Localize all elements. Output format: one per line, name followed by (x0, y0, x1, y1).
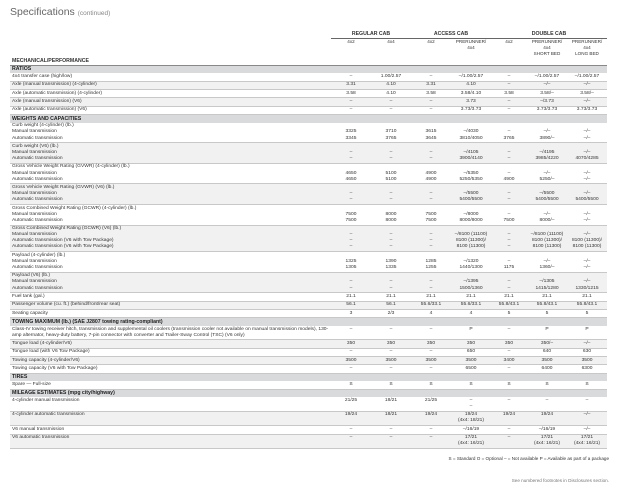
spec-value: –/– 8100 (11300)/ 8100 (11300) (567, 225, 607, 252)
mech-header-row (10, 57, 607, 65)
spec-row (10, 90, 607, 98)
spec-value: S (527, 381, 567, 389)
spec-value: S (491, 381, 527, 389)
spec-value: – (371, 326, 411, 340)
spec-value: – (491, 106, 527, 114)
spec-value: –/1305 1415/1280 (527, 272, 567, 293)
spec-value: – (371, 434, 411, 448)
spec-label: Passenger volume (cu. ft.) (behind/front/rear seat) (10, 301, 331, 309)
spec-value: –/5500 5400/5500 (451, 184, 491, 205)
spec-row (10, 184, 607, 205)
spec-label: 4-cylinder manual transmission (10, 397, 331, 411)
section-title: TIRES (10, 373, 607, 381)
spec-label: Axle (automatic transmission) (V6) (10, 106, 331, 114)
spec-value: 350 (371, 340, 411, 348)
spec-value: 55.8/43.1 (567, 301, 607, 309)
spec-value: – – (411, 272, 451, 293)
section-header (10, 65, 607, 73)
spec-value: 5 (491, 309, 527, 317)
spec-value: – (411, 434, 451, 448)
spec-row (10, 397, 607, 411)
spec-label: Towing capacity (V6 with Tow Package) (10, 365, 331, 373)
section-header (10, 373, 607, 381)
spec-value: 17/21 (4x4: 16/21) (527, 434, 567, 448)
spec-value: 3500 (567, 357, 607, 365)
spec-value: 1.00/2.57 (371, 73, 411, 81)
spec-value: – (491, 326, 527, 340)
spec-value: –/1320 1440/1300 (451, 252, 491, 273)
spec-value: – (371, 365, 411, 373)
spec-value: – 4900 (491, 163, 527, 184)
spec-value: – (331, 73, 371, 81)
spec-value: – (411, 365, 451, 373)
spec-label: Axle (manual transmission) (4-cylinder) (10, 81, 331, 89)
spec-value: 4.10 (371, 81, 411, 89)
spec-row (10, 326, 607, 340)
spec-value: 4.10 (451, 81, 491, 89)
col-header: 4x2 (347, 39, 355, 45)
spec-row (10, 434, 607, 448)
spec-value: 3.31 (331, 81, 371, 89)
spec-value: –/8100 (11100) 8100 (11300)/ 8100 (11300) (451, 225, 491, 252)
spec-value: 19/24 (411, 411, 451, 425)
spec-row (10, 357, 607, 365)
spec-value: 7500 7500 (331, 204, 371, 225)
spec-row (10, 204, 607, 225)
spec-value: 18/21 (371, 411, 411, 425)
spec-value: 55.6/33.1 (411, 301, 451, 309)
spec-value: – – (331, 272, 371, 293)
spec-value: – – – (331, 225, 371, 252)
spec-value: 3325 3345 (331, 123, 371, 143)
spec-value: 8000 8000 (371, 204, 411, 225)
spec-row (10, 98, 607, 106)
spec-label: 4-cylinder automatic transmission (10, 411, 331, 425)
spec-value: – (371, 106, 411, 114)
spec-value: 4 (451, 309, 491, 317)
spec-value: 350 (411, 340, 451, 348)
spec-value: – – – (371, 225, 411, 252)
spec-value: – (411, 73, 451, 81)
spec-value: 3.58 (331, 90, 371, 98)
group-header-row (10, 30, 607, 38)
spec-value: – (491, 397, 527, 411)
spec-value: – (411, 426, 451, 434)
spec-value: –/4030 3810/4050 (451, 123, 491, 143)
spec-label: Seating capacity (10, 309, 331, 317)
spec-value: – (491, 365, 527, 373)
spec-row (10, 163, 607, 184)
spec-value: – – – (411, 225, 451, 252)
spec-value: 350 (331, 340, 371, 348)
spec-value: –/3.73 (527, 98, 567, 106)
spec-value: 7500 7500 (411, 204, 451, 225)
spec-label: Gross Vehicle Weight Rating (GVWR) (4-cylinder) (lb.) Manual transmission Automatic transmission (10, 163, 331, 184)
spec-value: 6500 (451, 365, 491, 373)
spec-value: – (527, 397, 567, 411)
spec-value: 55.6/33.1 (451, 301, 491, 309)
spec-value: – (371, 348, 411, 356)
col-header: PRERUNNER/ 4x4 LONG BED (571, 39, 603, 56)
spec-value: 6300 (567, 365, 607, 373)
col-header: 4x2 (427, 39, 435, 45)
spec-value: 3.73/3.73 (567, 106, 607, 114)
spec-label: Gross Vehicle Weight Rating (GVWR) (V6) (lb.) Manual transmission Automatic transmission (10, 184, 331, 205)
spec-table (10, 30, 607, 449)
spec-label: Payload (4-cylinder) (lb.) Manual transmission Automatic transmission (10, 252, 331, 273)
spec-value: 650 (451, 348, 491, 356)
page-title (10, 6, 110, 18)
spec-value: 21.1 (411, 293, 451, 301)
spec-value: – – (331, 143, 371, 164)
spec-value: 19/24 (331, 411, 371, 425)
spec-row (10, 106, 607, 114)
spec-value: 3.73/3.73 (451, 106, 491, 114)
spec-value: – – (491, 143, 527, 164)
spec-value: 21.1 (451, 293, 491, 301)
spec-value: 4650 4650 (331, 163, 371, 184)
group-double-cab: DOUBLE CAB (491, 30, 607, 38)
spec-label: Fuel tank (gal.) (10, 293, 331, 301)
spec-value: – (331, 106, 371, 114)
spec-value: 640 (527, 348, 567, 356)
spec-value: –/– (567, 98, 607, 106)
spec-value: 630 (567, 348, 607, 356)
spec-label: Axle (automatic transmission) (4-cylinder) (10, 90, 331, 98)
spec-row (10, 73, 607, 81)
spec-value: –/1.00/2.57 (567, 73, 607, 81)
spec-label: Gross Combined Weight Rating (GCWR) (4-cylinder) (lb.) Manual transmission Automatic transmission (10, 204, 331, 225)
spec-value: – – – (491, 225, 527, 252)
spec-value: –/1.00/2.57 (451, 73, 491, 81)
spec-value: 6400 (527, 365, 567, 373)
spec-value: 3.31 (411, 81, 451, 89)
spec-value: 21/25 (411, 397, 451, 411)
spec-label: Curb weight (4-cylinder) (lb.) Manual transmission Automatic transmission (10, 123, 331, 143)
spec-label: Gross Combined Weight Rating (GCWR) (V6) (lb.) Manual transmission Automatic transmission (V6 with Tow Package) Automatic transmission (V6 with Tow Package) (10, 225, 331, 252)
spec-label: Curb weight (V6) (lb.) Manual transmission Automatic transmission (10, 143, 331, 164)
section-title: RATIOS (10, 65, 607, 73)
spec-value: – (371, 98, 411, 106)
spec-value: 1390 1335 (371, 252, 411, 273)
spec-value: 5 (527, 309, 567, 317)
spec-label: Spare — Full-size (10, 381, 331, 389)
group-regular-cab: REGULAR CAB (331, 30, 411, 38)
spec-value: 3500 (331, 357, 371, 365)
spec-value: 5 (567, 309, 607, 317)
spec-value: – (411, 348, 451, 356)
spec-value: 17/21 (4x4: 16/21) (567, 434, 607, 448)
spec-value: S (371, 381, 411, 389)
spec-row (10, 123, 607, 143)
spec-value: – (491, 434, 527, 448)
spec-value: – – (491, 184, 527, 205)
section-title: MILEAGE ESTIMATES (mpg city/highway) (10, 389, 607, 397)
spec-row (10, 426, 607, 434)
spec-value: 1325 1305 (331, 252, 371, 273)
spec-value: –/8000 8000/8000 (451, 204, 491, 225)
spec-label: Axle (manual transmission) (V6) (10, 98, 331, 106)
spec-row (10, 365, 607, 373)
spec-row (10, 381, 607, 389)
spec-value: – (411, 326, 451, 340)
spec-value: 17/21 (4x4: 16/21) (451, 434, 491, 448)
spec-row (10, 252, 607, 273)
spec-value: 4.10 (371, 90, 411, 98)
spec-label: V6 manual transmission (10, 426, 331, 434)
spec-value: 19/24 (491, 411, 527, 425)
spec-value: – (491, 348, 527, 356)
spec-value: –/– 3890/– (527, 123, 567, 143)
spec-value: –/– (567, 411, 607, 425)
title-text: Specifications (10, 6, 75, 18)
spec-value: 55.8/43.1 (527, 301, 567, 309)
footnote-reference: See numbered footnotes in Disclosures section. (511, 478, 609, 483)
spec-value: –/16/19 (527, 426, 567, 434)
spec-value: –/– –/– (567, 204, 607, 225)
spec-label: Tongue load (with V6 Tow Package) (10, 348, 331, 356)
spec-value: –/5350 5250/5350 (451, 163, 491, 184)
spec-value: 3500 (451, 357, 491, 365)
spec-value: P (451, 326, 491, 340)
spec-label: V6 automatic transmission (10, 434, 331, 448)
spec-value: –/– (527, 81, 567, 89)
col-header: 4x4 (387, 39, 395, 45)
spec-value: 21.1 (371, 293, 411, 301)
spec-value: 350 (491, 340, 527, 348)
spec-value: P (567, 326, 607, 340)
spec-value: 1285 1255 (411, 252, 451, 273)
spec-value: –/– –/– (567, 252, 607, 273)
spec-value: S (411, 381, 451, 389)
spec-value: – 7500 (491, 204, 527, 225)
spec-row (10, 225, 607, 252)
spec-value: –/4105 3900/4140 (451, 143, 491, 164)
spec-value: –/– –/– (567, 123, 607, 143)
col-header: 4x2 (505, 39, 513, 45)
spec-row (10, 340, 607, 348)
spec-value: – (491, 426, 527, 434)
spec-value: – (411, 106, 451, 114)
spec-label: Payload (V6) (lb.) Manual transmission Automatic transmission (10, 272, 331, 293)
spec-value: –/– 4070/4285 (567, 143, 607, 164)
spec-value: 3710 3765 (371, 123, 411, 143)
spec-row (10, 309, 607, 317)
spec-value: – (331, 434, 371, 448)
spec-row (10, 348, 607, 356)
section-title: WEIGHTS AND CAPACITIES (10, 115, 607, 123)
spec-value: – – (411, 143, 451, 164)
section-header (10, 318, 607, 326)
spec-label: Class-IV towing receiver hitch, transmission and supplemental oil coolers (transmission cooler not available on manual transmission models), 130-amp alternator, heavy-duty battery, 7-pin connector with converter and Trailer-Sway Control (TSC) (V6 only) (10, 326, 331, 340)
spec-value: –/– 5400/5500 (567, 184, 607, 205)
spec-value: S (567, 381, 607, 389)
spec-value: – (491, 73, 527, 81)
section-header (10, 389, 607, 397)
spec-value: S (331, 381, 371, 389)
spec-value: –/– 1360/– (527, 252, 567, 273)
spec-value: – (371, 426, 411, 434)
spec-value: 21.1 (331, 293, 371, 301)
spec-value: 56.1 (371, 301, 411, 309)
spec-value: 21.1 (567, 293, 607, 301)
spec-value: 3 (331, 309, 371, 317)
spec-value: – (491, 81, 527, 89)
spec-value: 3.58/– (527, 90, 567, 98)
col-header: PRERUNNER/ 4x4 SHORT BED (531, 39, 563, 56)
legend: S = Standard O = Optional – = Not available P = Available as part of a package (448, 456, 609, 461)
spec-label: 4x4 transfer case (high/low) (10, 73, 331, 81)
spec-value: S (451, 381, 491, 389)
spec-value: 3.58 (411, 90, 451, 98)
spec-value: 3.58/– (567, 90, 607, 98)
spec-value: 3500 (411, 357, 451, 365)
spec-value: – – (371, 143, 411, 164)
spec-value: 3615 3645 (411, 123, 451, 143)
spec-row (10, 411, 607, 425)
spec-value: 3.58/4.10 (451, 90, 491, 98)
spec-value: 3.73/3.73 (527, 106, 567, 114)
spec-label: Tongue load (4-cylinder/V6) (10, 340, 331, 348)
spec-value: 3400 (491, 357, 527, 365)
spec-value: – (331, 348, 371, 356)
spec-value: –/– 1330/1215 (567, 272, 607, 293)
spec-value: – – (451, 397, 491, 411)
spec-value: 18/21 (371, 397, 411, 411)
spec-label: Towing capacity (4-cylinder/V6) (10, 357, 331, 365)
spec-value: – (331, 98, 371, 106)
spec-value: – – (371, 272, 411, 293)
spec-value: 3.58 (491, 90, 527, 98)
spec-value: 55.8/43.1 (491, 301, 527, 309)
mechanical-performance-label: MECHANICAL/PERFORMANCE (10, 57, 607, 65)
spec-value: – (491, 98, 527, 106)
spec-value: 21.1 (527, 293, 567, 301)
spec-value: – 3765 (491, 123, 527, 143)
spec-value: –/– –/– (567, 163, 607, 184)
spec-value: 19/24 (4x4: 18/21) (451, 411, 491, 425)
spec-value: – 1175 (491, 252, 527, 273)
spec-value: –/8100 (11100) 8100 (11300)/ 8100 (11300) (527, 225, 567, 252)
spec-value: 3.73 (451, 98, 491, 106)
spec-value: 5100 5100 (371, 163, 411, 184)
spec-row (10, 81, 607, 89)
spec-value: – (331, 326, 371, 340)
spec-value: – (331, 365, 371, 373)
spec-row (10, 301, 607, 309)
col-header: PRERUNNER/ 4x4 (455, 39, 487, 51)
spec-value: – – (331, 184, 371, 205)
spec-value: P (527, 326, 567, 340)
section-header (10, 115, 607, 123)
spec-value: – – (411, 184, 451, 205)
spec-value: –/1.00/2.57 (527, 73, 567, 81)
spec-value: 3500 (527, 357, 567, 365)
spec-value: – (411, 98, 451, 106)
spec-value: –/4195 3985/4220 (527, 143, 567, 164)
spec-value: 21.1 (491, 293, 527, 301)
column-header-row (10, 38, 607, 57)
spec-row (10, 293, 607, 301)
spec-value: –/– (567, 81, 607, 89)
spec-row (10, 272, 607, 293)
spec-value: –/5500 5400/5500 (527, 184, 567, 205)
spec-value: 350 (451, 340, 491, 348)
spec-value: 19/24 (527, 411, 567, 425)
spec-value: – (567, 397, 607, 411)
spec-value: 4900 4900 (411, 163, 451, 184)
spec-value: –/1395 1500/1360 (451, 272, 491, 293)
spec-row (10, 143, 607, 164)
section-title: TOWING MAXIMUM (lb.) (SAE J2807 towing rating-compliant) (10, 318, 607, 326)
spec-value: –/– 8000/– (527, 204, 567, 225)
spec-value: 3500 (371, 357, 411, 365)
title-suffix: (continued) (77, 10, 111, 17)
spec-value: – – (371, 184, 411, 205)
group-access-cab: ACCESS CAB (411, 30, 491, 38)
spec-value: 21/25 (331, 397, 371, 411)
spec-value: –/16/19 (451, 426, 491, 434)
spec-value: 2/3 (371, 309, 411, 317)
spec-value: 56.1 (331, 301, 371, 309)
spec-value: –/– 5250/– (527, 163, 567, 184)
spec-value: 4 (411, 309, 451, 317)
spec-value: –/– (567, 340, 607, 348)
spec-value: 350/– (527, 340, 567, 348)
spec-value: –/– (567, 426, 607, 434)
spec-value: – – (491, 272, 527, 293)
spec-value: – (331, 426, 371, 434)
